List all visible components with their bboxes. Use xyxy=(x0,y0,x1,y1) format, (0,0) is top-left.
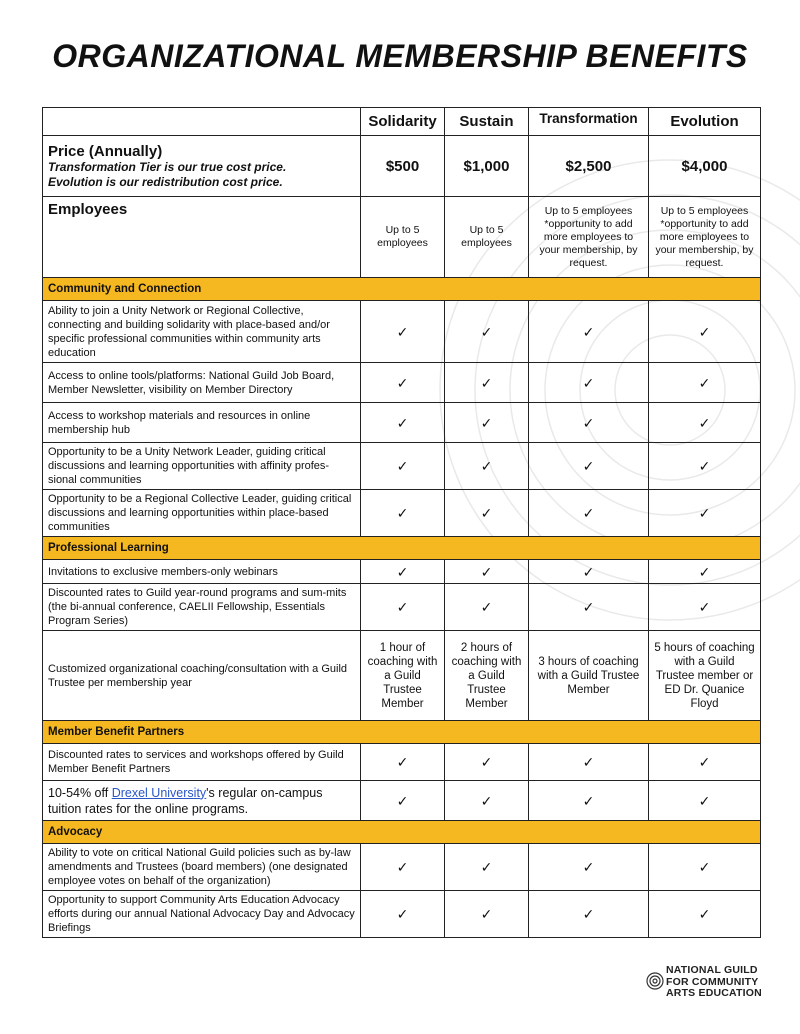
guild-logo-icon xyxy=(646,966,664,996)
benefit-row xyxy=(43,560,761,584)
check-icon: ✓ xyxy=(529,844,649,891)
benefit-label: Opportunity to be a Regional Collective Leader, guiding critical discussions and learning opportunities within place-based communities xyxy=(43,490,361,537)
section-title: Professional Learning xyxy=(43,537,761,560)
coaching-transformation: 3 hours of coaching with a Guild Trustee Member xyxy=(529,631,649,721)
check-icon: ✓ xyxy=(445,584,529,631)
check-icon: ✓ xyxy=(445,781,529,821)
benefit-label: Discounted rates to services and workshops offered by Guild Member Benefit Partners xyxy=(43,744,361,781)
section-title: Community and Connection xyxy=(43,278,761,301)
check-icon: ✓ xyxy=(649,301,761,363)
check-icon: ✓ xyxy=(361,744,445,781)
section-community-and-connection xyxy=(43,278,761,301)
check-icon: ✓ xyxy=(361,490,445,537)
employees-transformation: Up to 5 employees *opportunity to add more employees to your membership, by request. xyxy=(529,197,649,278)
benefit-label: Access to workshop materials and resources in online membership hub xyxy=(43,403,361,443)
tier-header-transformation: Transformation xyxy=(529,108,649,136)
benefit-label: Access to online tools/platforms: National Guild Job Board, Member Newsletter, visibility on Member Directory xyxy=(43,363,361,403)
logo-text xyxy=(666,965,762,1000)
price-note-true-cost: Transformation Tier is our true cost price. xyxy=(48,159,287,174)
check-icon: ✓ xyxy=(361,403,445,443)
employees-row xyxy=(43,197,761,278)
section-member-benefit-partners xyxy=(43,721,761,744)
check-icon: ✓ xyxy=(445,744,529,781)
price-evolution: $4,000 xyxy=(649,136,761,197)
section-professional-learning xyxy=(43,537,761,560)
page-title: ORGANIZATIONAL MEMBERSHIP BENEFITS xyxy=(52,38,748,74)
benefit-label-post: 's regular on-campus tuition rates for the online programs. xyxy=(48,785,323,816)
national-guild-logo xyxy=(646,964,776,1004)
price-solidarity: $500 xyxy=(361,136,445,197)
employees-evolution: Up to 5 employees *opportunity to add more employees to your membership, by request. xyxy=(649,197,761,278)
check-icon: ✓ xyxy=(529,301,649,363)
benefit-row xyxy=(43,744,761,781)
check-icon: ✓ xyxy=(649,781,761,821)
benefit-label: Opportunity to be a Unity Network Leader, guiding critical discussions and learning opportunities with affinity profes-sional communities xyxy=(43,443,361,490)
section-advocacy xyxy=(43,821,761,844)
check-icon: ✓ xyxy=(649,560,761,584)
check-icon: ✓ xyxy=(529,744,649,781)
check-icon: ✓ xyxy=(529,403,649,443)
price-sustain: $1,000 xyxy=(445,136,529,197)
price-label-cell xyxy=(43,136,361,197)
benefit-label: Discounted rates to Guild year-round programs and sum-mits (the bi-annual conference, CAELII Fellowship, Essentials Program Series) xyxy=(43,584,361,631)
check-icon: ✓ xyxy=(445,560,529,584)
employees-sustain: Up to 5 employees xyxy=(445,197,529,278)
benefit-label xyxy=(43,781,361,821)
check-icon: ✓ xyxy=(649,744,761,781)
tier-header-sustain: Sustain xyxy=(445,108,529,136)
employees-solidarity: Up to 5 employees xyxy=(361,197,445,278)
check-icon: ✓ xyxy=(445,301,529,363)
check-icon: ✓ xyxy=(361,443,445,490)
check-icon: ✓ xyxy=(649,891,761,938)
benefit-row xyxy=(43,403,761,443)
check-icon: ✓ xyxy=(445,490,529,537)
check-icon: ✓ xyxy=(361,844,445,891)
check-icon: ✓ xyxy=(445,443,529,490)
benefit-row xyxy=(43,301,761,363)
price-row xyxy=(43,136,761,197)
tier-header-solidarity: Solidarity xyxy=(361,108,445,136)
coaching-solidarity: 1 hour of coaching with a Guild Trustee Member xyxy=(361,631,445,721)
benefit-label: Opportunity to support Community Arts Education Advocacy efforts during our annual National Advocacy Day and Advocacy Briefings xyxy=(43,891,361,938)
check-icon: ✓ xyxy=(649,403,761,443)
check-icon: ✓ xyxy=(649,584,761,631)
check-icon: ✓ xyxy=(529,891,649,938)
benefit-label: Invitations to exclusive members-only webinars xyxy=(43,560,361,584)
section-title: Advocacy xyxy=(43,821,761,844)
check-icon: ✓ xyxy=(361,560,445,584)
benefit-label: Customized organizational coaching/consultation with a Guild Trustee per membership year xyxy=(43,631,361,721)
check-icon: ✓ xyxy=(361,363,445,403)
benefit-row-coaching xyxy=(43,631,761,721)
benefit-row xyxy=(43,844,761,891)
check-icon: ✓ xyxy=(649,443,761,490)
section-title: Member Benefit Partners xyxy=(43,721,761,744)
logo-line-3: ARTS EDUCATION xyxy=(666,987,762,999)
check-icon: ✓ xyxy=(529,443,649,490)
logo-line-1: NATIONAL GUILD xyxy=(666,964,758,976)
check-icon: ✓ xyxy=(649,363,761,403)
benefit-row xyxy=(43,584,761,631)
tier-header-row xyxy=(43,108,761,136)
coaching-sustain: 2 hours of coaching with a Guild Trustee Member xyxy=(445,631,529,721)
check-icon: ✓ xyxy=(361,781,445,821)
check-icon: ✓ xyxy=(649,490,761,537)
check-icon: ✓ xyxy=(361,584,445,631)
check-icon: ✓ xyxy=(445,363,529,403)
check-icon: ✓ xyxy=(529,490,649,537)
check-icon: ✓ xyxy=(445,891,529,938)
employees-label: Employees xyxy=(43,197,361,278)
price-label: Price (Annually) xyxy=(48,142,163,160)
tier-header-evolution: Evolution xyxy=(649,108,761,136)
benefit-row xyxy=(43,363,761,403)
benefit-label-pre: 10-54% off xyxy=(48,785,112,800)
check-icon: ✓ xyxy=(649,844,761,891)
benefit-row xyxy=(43,443,761,490)
benefits-table xyxy=(42,107,761,938)
logo-line-2: FOR COMMUNITY xyxy=(666,975,759,988)
benefit-label: Ability to join a Unity Network or Regional Collective, connecting and building solidarity with place-based and/or specific professional communities within community arts education xyxy=(43,301,361,363)
benefit-row xyxy=(43,490,761,537)
benefit-label: Ability to vote on critical National Guild policies such as by-law amendments and Trustees (board members) (one designated employee votes on behalf of the organization) xyxy=(43,844,361,891)
check-icon: ✓ xyxy=(445,844,529,891)
price-transformation: $2,500 xyxy=(529,136,649,197)
check-icon: ✓ xyxy=(361,891,445,938)
check-icon: ✓ xyxy=(529,781,649,821)
check-icon: ✓ xyxy=(529,363,649,403)
drexel-university-link[interactable]: Drexel University xyxy=(111,785,207,800)
header-blank xyxy=(43,108,361,136)
check-icon: ✓ xyxy=(445,403,529,443)
benefit-row xyxy=(43,891,761,938)
benefit-row xyxy=(43,781,761,821)
price-note-redistribution: Evolution is our redistribution cost price. xyxy=(48,174,283,189)
check-icon: ✓ xyxy=(361,301,445,363)
check-icon: ✓ xyxy=(529,584,649,631)
coaching-evolution: 5 hours of coaching with a Guild Trustee member or ED Dr. Quanice Floyd xyxy=(649,631,761,721)
check-icon: ✓ xyxy=(529,560,649,584)
